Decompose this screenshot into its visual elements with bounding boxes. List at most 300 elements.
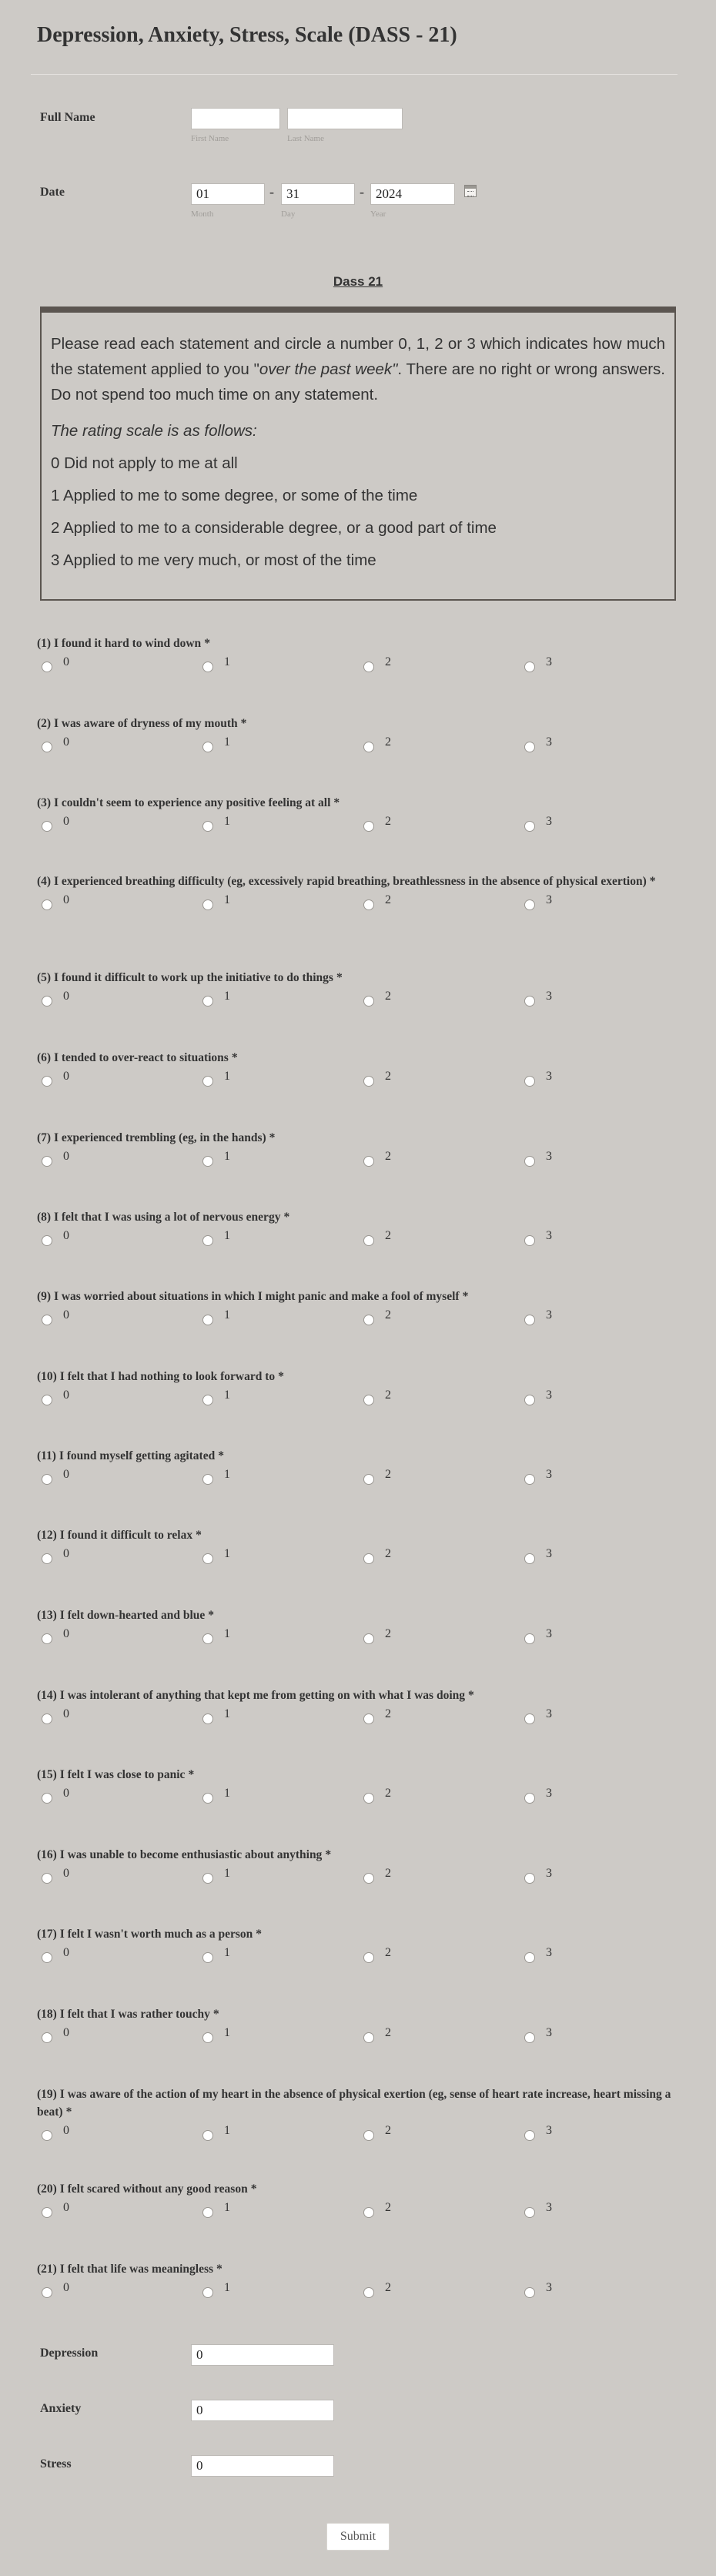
question-item-21 (37, 2260, 684, 2301)
option-label: 2 (385, 1707, 391, 1720)
radio-button[interactable] (363, 1633, 374, 1644)
radio-button[interactable] (42, 1315, 52, 1325)
radio-button[interactable] (524, 2207, 535, 2218)
option-label: 1 (224, 2026, 230, 2039)
option-label: 2 (385, 2026, 391, 2039)
rating-scale-item: 3 Applied to me very much, or most of the time (51, 551, 376, 569)
question-text (37, 1846, 684, 1864)
radio-button[interactable] (202, 821, 213, 832)
required-mark: * (278, 1370, 284, 1383)
full-name-label: Full Name (40, 111, 95, 124)
option-label: 2 (385, 1388, 391, 1402)
option-label: 1 (224, 815, 230, 828)
option-label: 3 (546, 815, 552, 828)
option-label: 0 (63, 1627, 69, 1640)
option-label: 3 (546, 655, 552, 668)
option-label: 1 (224, 1388, 230, 1402)
option-label: 1 (224, 893, 230, 906)
radio-button[interactable] (363, 742, 374, 752)
required-mark: * (65, 2105, 72, 2119)
answer-options (37, 1946, 684, 1966)
radio-button[interactable] (202, 996, 213, 1007)
radio-button[interactable] (524, 2032, 535, 2043)
question-item-3 (37, 794, 684, 835)
last-name-sublabel: Last Name (287, 134, 324, 143)
option-label: 2 (385, 1070, 391, 1083)
radio-button[interactable] (363, 899, 374, 910)
option-label: 1 (224, 1150, 230, 1163)
required-mark: * (216, 2263, 222, 2276)
radio-button[interactable] (202, 2287, 213, 2298)
required-mark: * (208, 1609, 215, 1622)
question-item-18 (37, 2005, 684, 2046)
radio-button[interactable] (42, 1793, 52, 1804)
option-label: 3 (546, 2026, 552, 2039)
radio-button[interactable] (42, 996, 52, 1007)
radio-button[interactable] (524, 1156, 535, 1167)
radio-button[interactable] (363, 1952, 374, 1963)
option-label: 2 (385, 2281, 391, 2294)
answer-options (37, 1867, 684, 1887)
question-label: (20) I felt scared without any good reason (37, 2182, 248, 2196)
option-label: 2 (385, 815, 391, 828)
radio-button[interactable] (42, 1553, 52, 1564)
question-item-10 (37, 1368, 684, 1409)
radio-button[interactable] (363, 1793, 374, 1804)
instructions-start: Please read each statement and circle a number 0, 1, 2 or 3 which indicates how much the statement applied to you " (51, 335, 665, 378)
option-label: 0 (63, 1229, 69, 1242)
question-text (37, 1288, 684, 1305)
question-label: (2) I was aware of dryness of my mouth (37, 717, 238, 730)
option-label: 0 (63, 735, 69, 749)
option-label: 2 (385, 1627, 391, 1640)
option-label: 1 (224, 1707, 230, 1720)
instructions-emphasis: over the past week" (259, 360, 398, 378)
stress-score-input[interactable] (191, 2455, 334, 2477)
radio-button[interactable] (202, 1553, 213, 1564)
title-divider (31, 74, 678, 75)
question-text (37, 1129, 684, 1147)
option-label: 0 (63, 1388, 69, 1402)
answer-options (37, 1070, 684, 1090)
required-mark: * (196, 1529, 202, 1542)
answer-options (37, 2026, 684, 2046)
required-mark: * (240, 717, 247, 730)
option-label: 1 (224, 1946, 230, 1959)
first-name-sublabel: First Name (191, 134, 229, 143)
required-mark: * (256, 1928, 263, 1941)
option-label: 2 (385, 1468, 391, 1481)
question-label: (10) I felt that I had nothing to look forward to (37, 1370, 276, 1383)
option-label: 3 (546, 1707, 552, 1720)
question-item-17 (37, 1925, 684, 1966)
radio-button[interactable] (202, 1793, 213, 1804)
radio-button[interactable] (42, 2032, 52, 2043)
radio-button[interactable] (42, 1076, 52, 1087)
instructions-box (40, 307, 676, 601)
answer-options (37, 1229, 684, 1249)
answer-options (37, 735, 684, 755)
rating-scale-item: 2 Applied to me to a considerable degree, or a good part of time (51, 519, 497, 537)
date-year-input[interactable] (370, 183, 455, 205)
option-label: 0 (63, 1787, 69, 1800)
option-label: 1 (224, 655, 230, 668)
option-label: 2 (385, 893, 391, 906)
radio-button[interactable] (202, 1713, 213, 1724)
radio-button[interactable] (42, 1156, 52, 1167)
radio-button[interactable] (202, 2032, 213, 2043)
radio-button[interactable] (202, 1952, 213, 1963)
required-mark: * (468, 1689, 474, 1702)
calendar-icon[interactable] (464, 185, 477, 197)
option-label: 1 (224, 2124, 230, 2137)
radio-button[interactable] (363, 1553, 374, 1564)
question-item-5 (37, 969, 684, 1010)
option-label: 3 (546, 1547, 552, 1560)
radio-button[interactable] (202, 899, 213, 910)
question-item-12 (37, 1526, 684, 1567)
option-label: 0 (63, 1308, 69, 1321)
radio-button[interactable] (363, 1315, 374, 1325)
option-label: 0 (63, 1707, 69, 1720)
depression-score-input[interactable] (191, 2344, 334, 2366)
answer-options (37, 893, 684, 913)
option-label: 0 (63, 2026, 69, 2039)
option-label: 3 (546, 735, 552, 749)
question-text (37, 1526, 684, 1544)
required-mark: * (231, 1051, 238, 1064)
answer-options (37, 990, 684, 1010)
required-mark: * (269, 1131, 276, 1144)
radio-button[interactable] (42, 662, 52, 672)
question-text (37, 873, 684, 890)
question-text (37, 635, 684, 652)
question-text (37, 2260, 684, 2278)
radio-button[interactable] (524, 742, 535, 752)
answer-options (37, 815, 684, 835)
radio-button[interactable] (524, 1474, 535, 1485)
stress-label: Stress (40, 2457, 72, 2470)
option-label: 3 (546, 2281, 552, 2294)
option-label: 1 (224, 1308, 230, 1321)
question-label: (11) I found myself getting agitated (37, 1449, 216, 1462)
option-label: 2 (385, 1229, 391, 1242)
option-label: 3 (546, 2124, 552, 2137)
rating-scale-item: 0 Did not apply to me at all (51, 454, 238, 472)
radio-button[interactable] (202, 662, 213, 672)
option-label: 2 (385, 735, 391, 749)
question-label: (1) I found it hard to wind down (37, 637, 202, 650)
option-label: 1 (224, 2201, 230, 2214)
option-label: 1 (224, 1070, 230, 1083)
option-label: 0 (63, 1547, 69, 1560)
question-text (37, 1208, 684, 1226)
question-label: (15) I felt I was close to panic (37, 1768, 186, 1781)
option-label: 0 (63, 2281, 69, 2294)
option-label: 0 (63, 1468, 69, 1481)
radio-button[interactable] (524, 1553, 535, 1564)
radio-button[interactable] (524, 662, 535, 672)
radio-button[interactable] (42, 1235, 52, 1246)
option-label: 2 (385, 1150, 391, 1163)
option-label: 3 (546, 1150, 552, 1163)
question-item-9 (37, 1288, 684, 1328)
option-label: 1 (224, 1627, 230, 1640)
question-label: (8) I felt that I was using a lot of nervous energy (37, 1211, 281, 1224)
radio-button[interactable] (42, 1633, 52, 1644)
question-text (37, 1368, 684, 1385)
radio-button[interactable] (524, 1793, 535, 1804)
radio-button[interactable] (524, 2130, 535, 2141)
option-label: 0 (63, 2201, 69, 2214)
radio-button[interactable] (524, 899, 535, 910)
radio-button[interactable] (524, 1952, 535, 1963)
question-item-2 (37, 715, 684, 755)
option-label: 0 (63, 893, 69, 906)
option-label: 1 (224, 1468, 230, 1481)
question-label: (4) I experienced breathing difficulty (eg, excessively rapid breathing, breathlessness in the absence of physical exertion) (37, 875, 647, 888)
radio-button[interactable] (524, 1076, 535, 1087)
question-item-13 (37, 1606, 684, 1647)
radio-button[interactable] (524, 821, 535, 832)
radio-button[interactable] (42, 2287, 52, 2298)
option-label: 3 (546, 1867, 552, 1880)
option-label: 0 (63, 815, 69, 828)
question-label: (12) I found it difficult to relax (37, 1529, 193, 1542)
date-label: Date (40, 186, 65, 199)
question-item-7 (37, 1129, 684, 1170)
option-label: 2 (385, 1547, 391, 1560)
question-label: (17) I felt I wasn't worth much as a person (37, 1928, 253, 1941)
radio-button[interactable] (202, 1156, 213, 1167)
required-mark: * (218, 1449, 224, 1462)
question-label: (21) I felt that life was meaningless (37, 2263, 214, 2276)
date-month-input[interactable] (191, 183, 265, 205)
option-label: 2 (385, 1946, 391, 1959)
radio-button[interactable] (202, 1474, 213, 1485)
option-label: 1 (224, 1867, 230, 1880)
required-mark: * (325, 1848, 332, 1861)
radio-button[interactable] (202, 2207, 213, 2218)
option-label: 0 (63, 2124, 69, 2137)
answer-options (37, 1388, 684, 1409)
required-mark: * (250, 2182, 257, 2196)
radio-button[interactable] (42, 1474, 52, 1485)
radio-button[interactable] (363, 2287, 374, 2298)
question-label: (16) I was unable to become enthusiastic about anything (37, 1848, 323, 1861)
answer-options (37, 2201, 684, 2221)
anxiety-label: Anxiety (40, 2402, 82, 2415)
radio-button[interactable] (524, 1315, 535, 1325)
question-label: (13) I felt down-hearted and blue (37, 1609, 206, 1622)
option-label: 3 (546, 1070, 552, 1083)
question-item-20 (37, 2180, 684, 2221)
required-mark: * (212, 2008, 219, 2021)
answer-options (37, 1150, 684, 1170)
option-label: 2 (385, 1787, 391, 1800)
required-mark: * (283, 1211, 290, 1224)
radio-button[interactable] (202, 1076, 213, 1087)
radio-button[interactable] (42, 1395, 52, 1405)
radio-button[interactable] (524, 2287, 535, 2298)
option-label: 3 (546, 1229, 552, 1242)
question-item-6 (37, 1049, 684, 1090)
answer-options (37, 1707, 684, 1727)
radio-button[interactable] (524, 1633, 535, 1644)
required-mark: * (462, 1290, 469, 1303)
radio-button[interactable] (202, 1873, 213, 1884)
option-label: 1 (224, 1229, 230, 1242)
question-text (37, 2180, 684, 2198)
radio-button[interactable] (42, 2207, 52, 2218)
option-label: 3 (546, 1787, 552, 1800)
answer-options (37, 655, 684, 675)
instructions-text (51, 331, 665, 407)
radio-button[interactable] (363, 1713, 374, 1724)
anxiety-score-input[interactable] (191, 2400, 334, 2421)
radio-button[interactable] (42, 1873, 52, 1884)
question-item-16 (37, 1846, 684, 1887)
option-label: 2 (385, 990, 391, 1003)
radio-button[interactable] (363, 1076, 374, 1087)
option-label: 2 (385, 655, 391, 668)
option-label: 3 (546, 1468, 552, 1481)
radio-button[interactable] (363, 1156, 374, 1167)
radio-button[interactable] (363, 821, 374, 832)
option-label: 3 (546, 990, 552, 1003)
radio-button[interactable] (363, 1235, 374, 1246)
option-label: 0 (63, 1070, 69, 1083)
option-label: 1 (224, 735, 230, 749)
answer-options (37, 1627, 684, 1647)
option-label: 3 (546, 1308, 552, 1321)
radio-button[interactable] (42, 899, 52, 910)
option-label: 1 (224, 1547, 230, 1560)
question-label: (6) I tended to over-react to situations (37, 1051, 229, 1064)
answer-options (37, 1787, 684, 1807)
radio-button[interactable] (42, 1713, 52, 1724)
radio-button[interactable] (202, 1633, 213, 1644)
radio-button[interactable] (42, 821, 52, 832)
radio-button[interactable] (363, 2032, 374, 2043)
radio-button[interactable] (202, 1395, 213, 1405)
question-text (37, 969, 684, 987)
option-label: 1 (224, 990, 230, 1003)
option-label: 3 (546, 893, 552, 906)
option-label: 3 (546, 1388, 552, 1402)
required-mark: * (336, 971, 343, 984)
option-label: 3 (546, 1627, 552, 1640)
option-label: 0 (63, 1150, 69, 1163)
question-text (37, 794, 684, 812)
option-label: 2 (385, 1308, 391, 1321)
radio-button[interactable] (363, 996, 374, 1007)
date-separator: - (360, 184, 364, 199)
question-label: (3) I couldn't seem to experience any positive feeling at all (37, 796, 331, 809)
radio-button[interactable] (363, 2130, 374, 2141)
required-mark: * (204, 637, 210, 650)
required-mark: * (649, 875, 656, 888)
last-name-input[interactable] (287, 108, 403, 129)
question-text (37, 1447, 684, 1465)
radio-button[interactable] (42, 2130, 52, 2141)
date-month-sublabel: Month (191, 209, 214, 219)
radio-button[interactable] (202, 742, 213, 752)
radio-button[interactable] (202, 2130, 213, 2141)
form-title: Depression, Anxiety, Stress, Scale (DASS - 21) (37, 23, 457, 47)
radio-button[interactable] (524, 1713, 535, 1724)
rating-scale-heading: The rating scale is as follows: (51, 422, 257, 440)
required-mark: * (188, 1768, 195, 1781)
question-item-4 (37, 873, 684, 913)
answer-options (37, 1308, 684, 1328)
submit-button[interactable]: Submit (326, 2523, 390, 2551)
radio-button[interactable] (363, 662, 374, 672)
question-label: (18) I felt that I was rather touchy (37, 2008, 210, 2021)
option-label: 0 (63, 655, 69, 668)
question-text (37, 2005, 684, 2023)
option-label: 1 (224, 2281, 230, 2294)
question-text (37, 1606, 684, 1624)
question-text (37, 1687, 684, 1704)
question-item-14 (37, 1687, 684, 1727)
option-label: 2 (385, 2124, 391, 2137)
date-day-sublabel: Day (281, 209, 296, 219)
option-label: 2 (385, 1867, 391, 1880)
question-item-19 (37, 2085, 684, 2144)
date-separator: - (269, 184, 274, 199)
option-label: 0 (63, 1946, 69, 1959)
option-label: 3 (546, 1946, 552, 1959)
radio-button[interactable] (202, 1315, 213, 1325)
option-label: 1 (224, 1787, 230, 1800)
radio-button[interactable] (524, 1395, 535, 1405)
radio-button[interactable] (363, 2207, 374, 2218)
question-label: (9) I was worried about situations in which I might panic and make a fool of myself (37, 1290, 460, 1303)
radio-button[interactable] (524, 1873, 535, 1884)
radio-button[interactable] (363, 1873, 374, 1884)
radio-button[interactable] (42, 742, 52, 752)
answer-options (37, 2281, 684, 2301)
radio-button[interactable] (363, 1395, 374, 1405)
option-label: 3 (546, 2201, 552, 2214)
radio-button[interactable] (524, 996, 535, 1007)
radio-button[interactable] (202, 1235, 213, 1246)
question-text (37, 2085, 684, 2121)
question-item-15 (37, 1766, 684, 1807)
depression-label: Depression (40, 2347, 99, 2360)
instructions-end: . There are no right or wrong answers. Do not spend too much time on any statement. (51, 360, 665, 404)
option-label: 0 (63, 990, 69, 1003)
first-name-input[interactable] (191, 108, 280, 129)
answer-options (37, 2124, 684, 2144)
question-label: (5) I found it difficult to work up the initiative to do things (37, 971, 333, 984)
section-heading: Dass 21 (333, 274, 383, 289)
answer-options (37, 1547, 684, 1567)
date-day-input[interactable] (281, 183, 355, 205)
question-label: (14) I was intolerant of anything that kept me from getting on with what I was doing (37, 1689, 466, 1702)
question-label: (19) I was aware of the action of my heart in the absence of physical exertion (eg, sense of heart rate increase, heart missing a beat) (37, 2088, 671, 2119)
radio-button[interactable] (524, 1235, 535, 1246)
radio-button[interactable] (363, 1474, 374, 1485)
radio-button[interactable] (42, 1952, 52, 1963)
option-label: 0 (63, 1867, 69, 1880)
question-text (37, 1766, 684, 1784)
answer-options (37, 1468, 684, 1488)
question-item-8 (37, 1208, 684, 1249)
question-item-11 (37, 1447, 684, 1488)
question-label: (7) I experienced trembling (eg, in the hands) (37, 1131, 266, 1144)
